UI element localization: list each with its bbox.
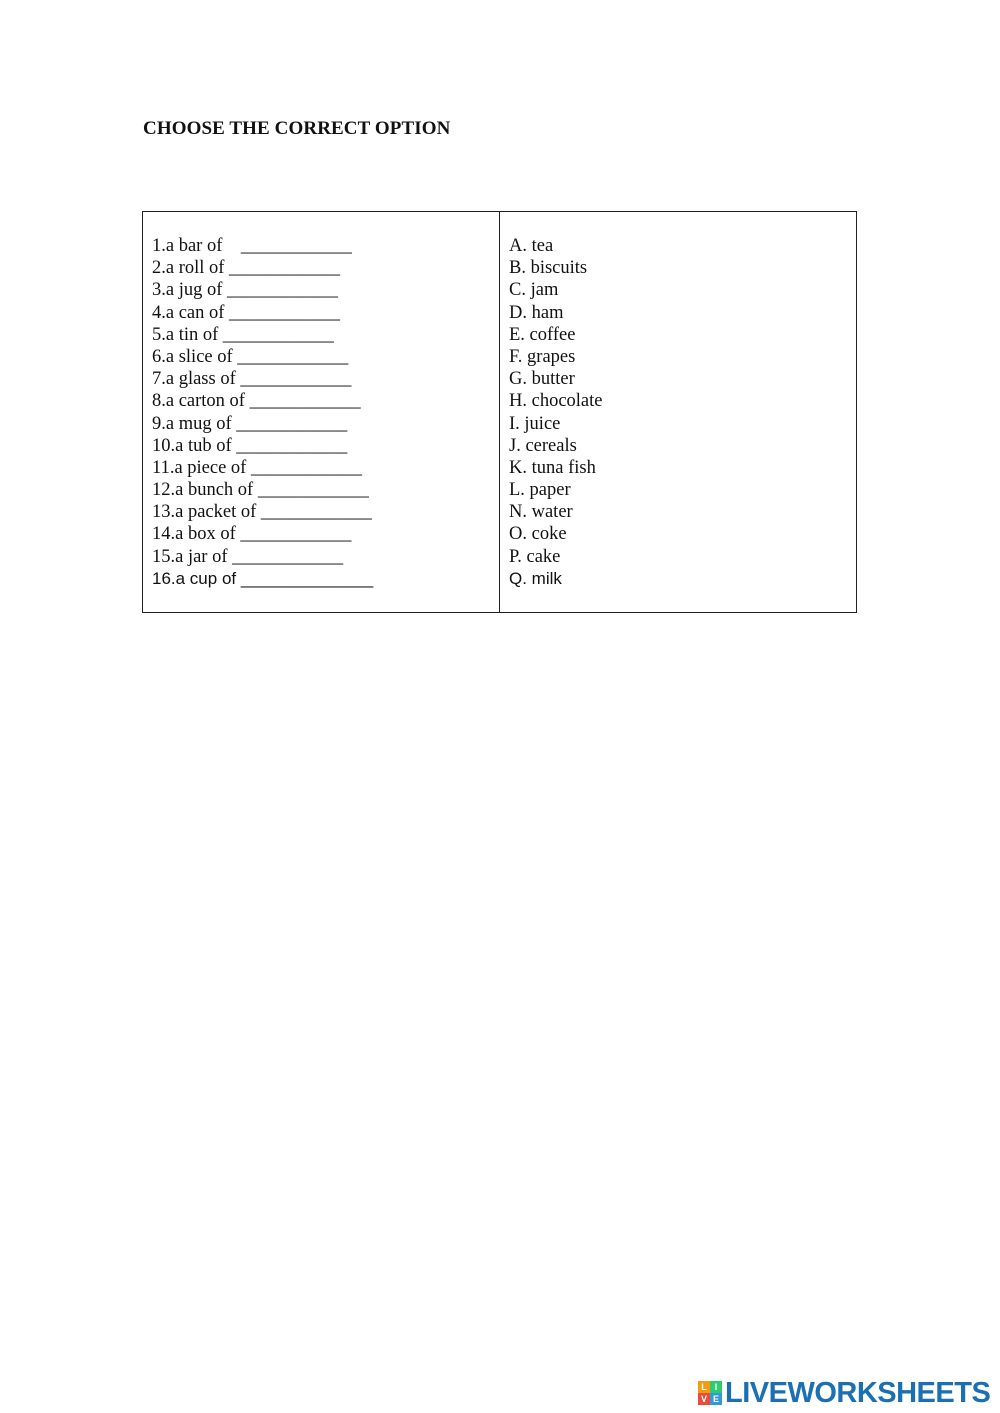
quantity-item-9: 9.a mug of ____________: [152, 413, 348, 434]
option-h: H. chocolate: [509, 391, 603, 412]
option-n: N. water: [509, 502, 573, 523]
quantity-column: [143, 212, 500, 612]
quantity-item-10: 10.a tub of ____________: [152, 435, 348, 456]
logo-mark-v: V: [698, 1393, 710, 1405]
quantity-item-15: 15.a jar of ____________: [152, 546, 344, 567]
option-c: C. jam: [509, 280, 559, 301]
logo-mark-i: I: [710, 1381, 722, 1393]
option-j: J. cereals: [509, 435, 577, 456]
quantity-item-14: 14.a box of ____________: [152, 524, 352, 545]
worksheet-title: CHOOSE THE CORRECT OPTION: [143, 118, 451, 139]
option-a: A. tea: [509, 236, 554, 256]
liveworksheets-logo-text: LIVEWORKSHEETS: [725, 1376, 991, 1409]
liveworksheets-logo-icon: [698, 1381, 722, 1405]
option-p: P. cake: [509, 546, 561, 567]
option-g: G. butter: [509, 369, 575, 390]
option-f: F. grapes: [509, 346, 576, 367]
quantity-item-8: 8.a carton of ____________: [152, 391, 361, 412]
quantity-item-11: 11.a piece of ____________: [152, 457, 362, 478]
option-q: Q. milk: [509, 568, 562, 588]
option-e: E. coffee: [509, 324, 576, 345]
quantity-item-1: 1.a bar of ____________: [152, 236, 352, 256]
quantity-item-2: 2.a roll of ____________: [152, 258, 341, 279]
quantity-item-13: 13.a packet of ____________: [152, 502, 372, 523]
quantity-item-12: 12.a bunch of ____________: [152, 480, 369, 501]
option-d: D. ham: [509, 302, 564, 323]
matching-table: [142, 211, 857, 613]
quantity-item-4: 4.a can of ____________: [152, 302, 341, 323]
logo-mark-l: L: [698, 1381, 710, 1393]
quantity-item-6: 6.a slice of ____________: [152, 346, 349, 367]
quantity-item-7: 7.a glass of ____________: [152, 369, 352, 390]
liveworksheets-logo: [698, 1375, 990, 1411]
logo-mark-e: E: [710, 1393, 722, 1405]
option-l: L. paper: [509, 480, 571, 501]
food-options-column: [500, 212, 856, 612]
option-b: B. biscuits: [509, 258, 588, 279]
quantity-item-16: 16.a cup of ______________: [152, 568, 374, 588]
option-i: I. juice: [509, 413, 561, 434]
option-k: K. tuna fish: [509, 457, 596, 478]
option-o: O. coke: [509, 524, 567, 545]
quantity-item-3: 3.a jug of ____________: [152, 280, 339, 301]
quantity-item-5: 5.a tin of ____________: [152, 324, 334, 345]
